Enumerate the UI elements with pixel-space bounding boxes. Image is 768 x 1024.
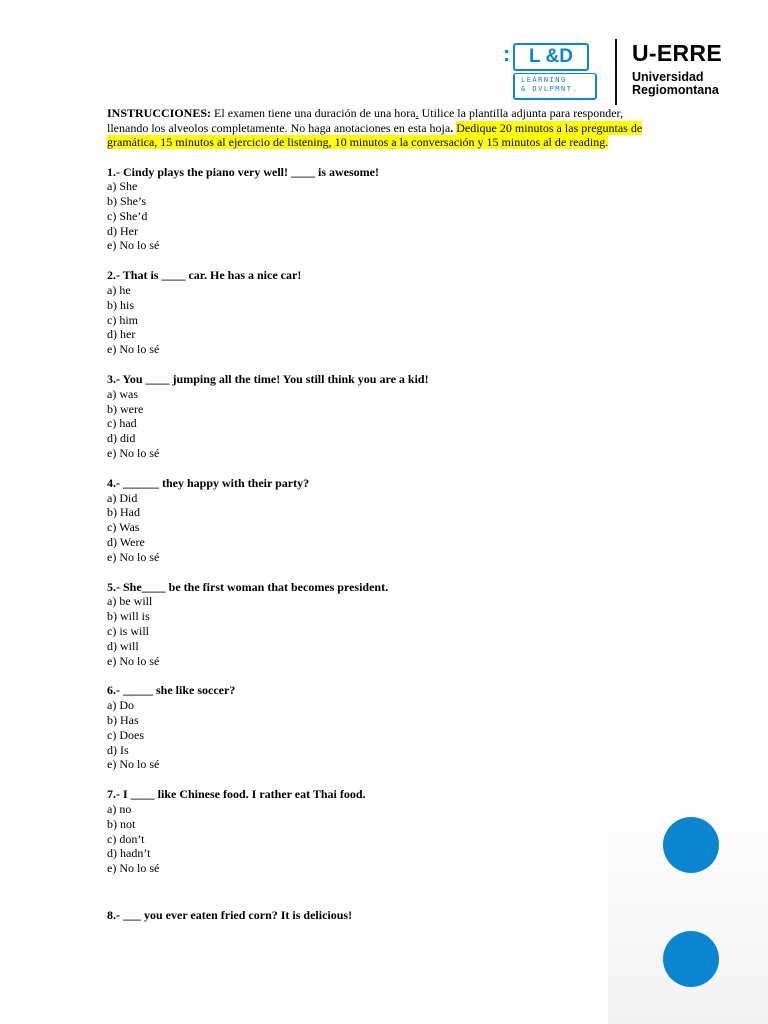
question-block-5 xyxy=(107,580,667,669)
question-text: 1.- Cindy plays the piano very well! ____ is awesome! xyxy=(107,164,379,179)
question-text: 7.- I ____ like Chinese food. I rather eat Thai food. xyxy=(107,787,366,802)
answer-option: d) her xyxy=(107,327,136,342)
instructions-bold-dot: . xyxy=(450,120,454,135)
university-name-line2: Regiomontana xyxy=(632,82,719,97)
answer-option: a) She xyxy=(107,179,138,194)
answer-option: d) Were xyxy=(107,535,145,550)
learning-development-logo xyxy=(503,41,599,103)
university-logo-title: U-ERRE xyxy=(632,40,722,66)
answer-option: b) will is xyxy=(107,609,150,624)
decorative-circle-bottom xyxy=(663,931,719,987)
logo-ld-subtitle-box xyxy=(513,73,597,100)
instructions-label: INSTRUCCIONES: xyxy=(107,106,212,120)
logo-divider xyxy=(615,39,617,105)
question-block-2 xyxy=(107,268,667,357)
question-text: 8.- ___ you ever eaten fried corn? It is delicious! xyxy=(107,907,353,922)
question-text: 3.- You ____ jumping all the time! You still think you are a kid! xyxy=(107,372,429,387)
answer-option: d) Is xyxy=(107,742,129,757)
instructions-text-2: Utilice la plantilla adjunta para responder, llenando los alveolos completamente. No haga anotaciones en esta hoja xyxy=(107,106,624,135)
answer-option: e) No lo sé xyxy=(107,446,160,461)
answer-option: a) be will xyxy=(107,594,153,609)
question-block-8 xyxy=(107,908,667,923)
answer-option: a) he xyxy=(107,283,131,298)
logo-ld-line1: LEARNING xyxy=(521,76,567,84)
answer-option: c) had xyxy=(107,416,137,431)
instructions-highlighted-text: Dedique 20 minutos a las preguntas de gramática, 15 minutos al ejercicio de listening, 10 minutos a la conversación y 15 minutos al de reading. xyxy=(107,120,643,149)
answer-option: a) Do xyxy=(107,698,134,713)
university-name-line1: Universidad xyxy=(632,70,704,84)
instructions-text-1: El examen tiene una duración de una hora xyxy=(211,106,416,120)
logo-colon-mark: : xyxy=(503,41,511,66)
answer-option: e) No lo sé xyxy=(107,757,160,772)
answer-option: d) hadn’t xyxy=(107,846,151,861)
logo-ld-main: L &D xyxy=(513,43,589,71)
question-block-6 xyxy=(107,683,667,772)
question-text: 5.- She____ be the first woman that becomes president. xyxy=(107,579,389,594)
answer-option: c) is will xyxy=(107,624,149,639)
decorative-circle-top xyxy=(663,817,719,873)
answer-option: b) were xyxy=(107,401,144,416)
answer-option: a) no xyxy=(107,801,132,816)
exam-content xyxy=(107,106,667,923)
university-logo xyxy=(632,40,722,96)
instructions-underlined-dot: . xyxy=(415,106,419,120)
question-block-3 xyxy=(107,372,667,461)
answer-option: d) Her xyxy=(107,223,138,238)
answer-option: b) Has xyxy=(107,713,139,727)
answer-option: b) his xyxy=(107,297,134,312)
answer-option: b) Had xyxy=(107,505,140,520)
logo-ld-line2: & DVLPMNT. xyxy=(521,85,579,93)
answer-option: d) will xyxy=(107,638,139,653)
question-text: 2.- That is ____ car. He has a nice car! xyxy=(107,268,302,283)
answer-option: b) not xyxy=(107,816,136,831)
answer-option: d) did xyxy=(107,431,136,446)
instructions-paragraph xyxy=(107,106,667,150)
questions-list xyxy=(107,165,667,923)
question-block-4 xyxy=(107,476,667,565)
question-block-7 xyxy=(107,787,667,876)
answer-option: e) No lo sé xyxy=(107,238,160,253)
question-text: 4.- ______ they happy with their party? xyxy=(107,475,310,490)
answer-option: e) No lo sé xyxy=(107,342,160,357)
answer-option: e) No lo sé xyxy=(107,861,160,876)
question-text: 6.- _____ she like soccer? xyxy=(107,683,236,698)
answer-option: c) Does xyxy=(107,727,144,742)
answer-option: c) Was xyxy=(107,520,140,535)
answer-option: b) She’s xyxy=(107,194,146,209)
answer-option: a) was xyxy=(107,386,138,401)
answer-option: e) No lo sé xyxy=(107,653,160,668)
answer-option: c) don’t xyxy=(107,831,145,846)
answer-option: e) No lo sé xyxy=(107,549,160,564)
answer-option: c) him xyxy=(107,312,138,327)
answer-option: a) Did xyxy=(107,490,138,505)
question-block-1 xyxy=(107,165,667,254)
answer-option: c) She’d xyxy=(107,208,148,223)
